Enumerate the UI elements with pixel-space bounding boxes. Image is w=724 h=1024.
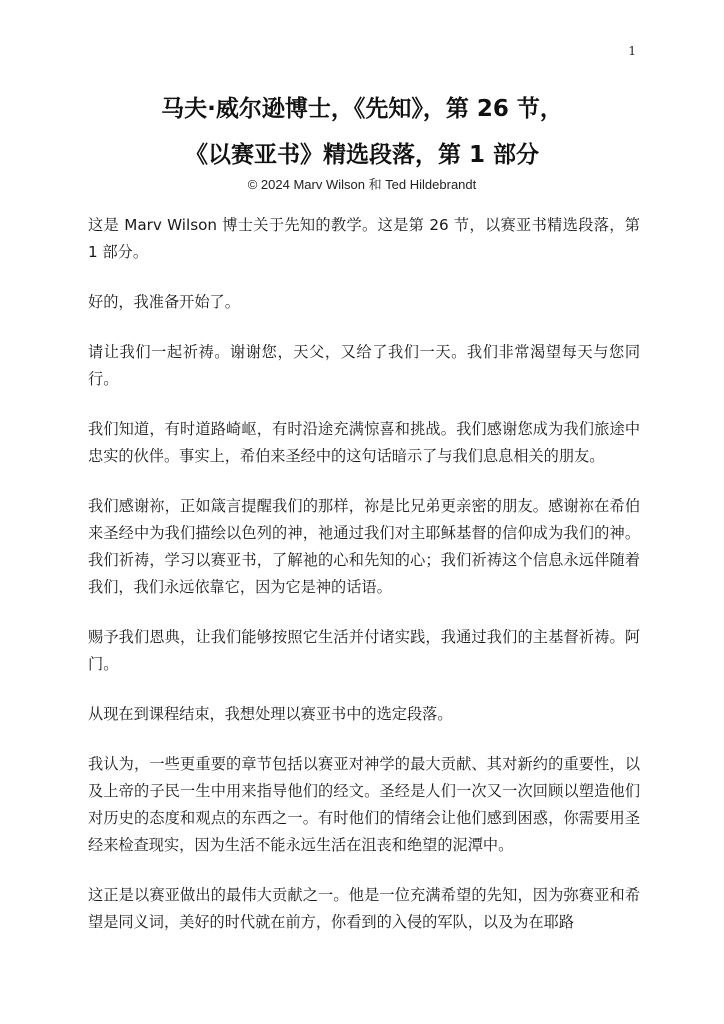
document-title-line-2: 《以赛亚书》精选段落，第 1 部分: [184, 142, 540, 168]
paragraph: 这是 Marv Wilson 博士关于先知的教学。这是第 26 节，以赛亚书精选段落，第 1 部分。: [88, 216, 640, 261]
paragraph: 我们知道，有时道路崎岖，有时沿途充满惊喜和挑战。我们感谢您成为我们旅途中忠实的伙伴。事实上，希伯来圣经中的这句话暗示了与我们息息相关的朋友。: [88, 420, 640, 465]
paragraph: 请让我们一起祈祷。谢谢您，天父，又给了我们一天。我们非常渴望每天与您同行。: [88, 343, 640, 388]
document-body: [88, 212, 640, 959]
paragraph: 从现在到课程结束，我想处理以赛亚书中的选定段落。: [88, 705, 453, 723]
paragraph: 好的，我准备开始了。: [88, 293, 240, 311]
paragraph: 赐予我们恩典，让我们能够按照它生活并付诸实践，我通过我们的主基督祈祷。阿门。: [88, 628, 640, 673]
paragraph: 我认为，一些更重要的章节包括以赛亚对神学的最大贡献、其对新约的重要性，以及上帝的子民一生中用来指导他们的经文。圣经是人们一次又一次回顾以塑造他们对历史的态度和观点的东西之一。有时他们的情绪会让他们感到困惑，你需要用圣经来检查现实，因为生活不能永远生活在沮丧和绝望的泥潭中。: [88, 755, 640, 854]
copyright-line: © 2024 Marv Wilson 和 Ted Hildebrandt: [247, 177, 477, 192]
document-title-line-1: 马夫·威尔逊博士，《先知》，第 26 节，: [161, 96, 563, 122]
paragraph: 我们感谢祢，正如箴言提醒我们的那样，祢是比兄弟更亲密的朋友。感谢祢在希伯来圣经中为我们描绘以色列的神，祂通过我们对主耶稣基督的信仰成为我们的神。我们祈祷，学习以赛亚书，了解祂的心和先知的心；我们祈祷这个信息永远伴随着我们，我们永远依靠它，因为它是神的话语。: [88, 497, 640, 596]
page-number: 1: [628, 44, 636, 58]
paragraph: 这正是以赛亚做出的最伟大贡献之一。他是一位充满希望的先知，因为弥赛亚和希望是同义词，美好的时代就在前方，你看到的入侵的军队，以及为在耶路: [88, 886, 640, 931]
